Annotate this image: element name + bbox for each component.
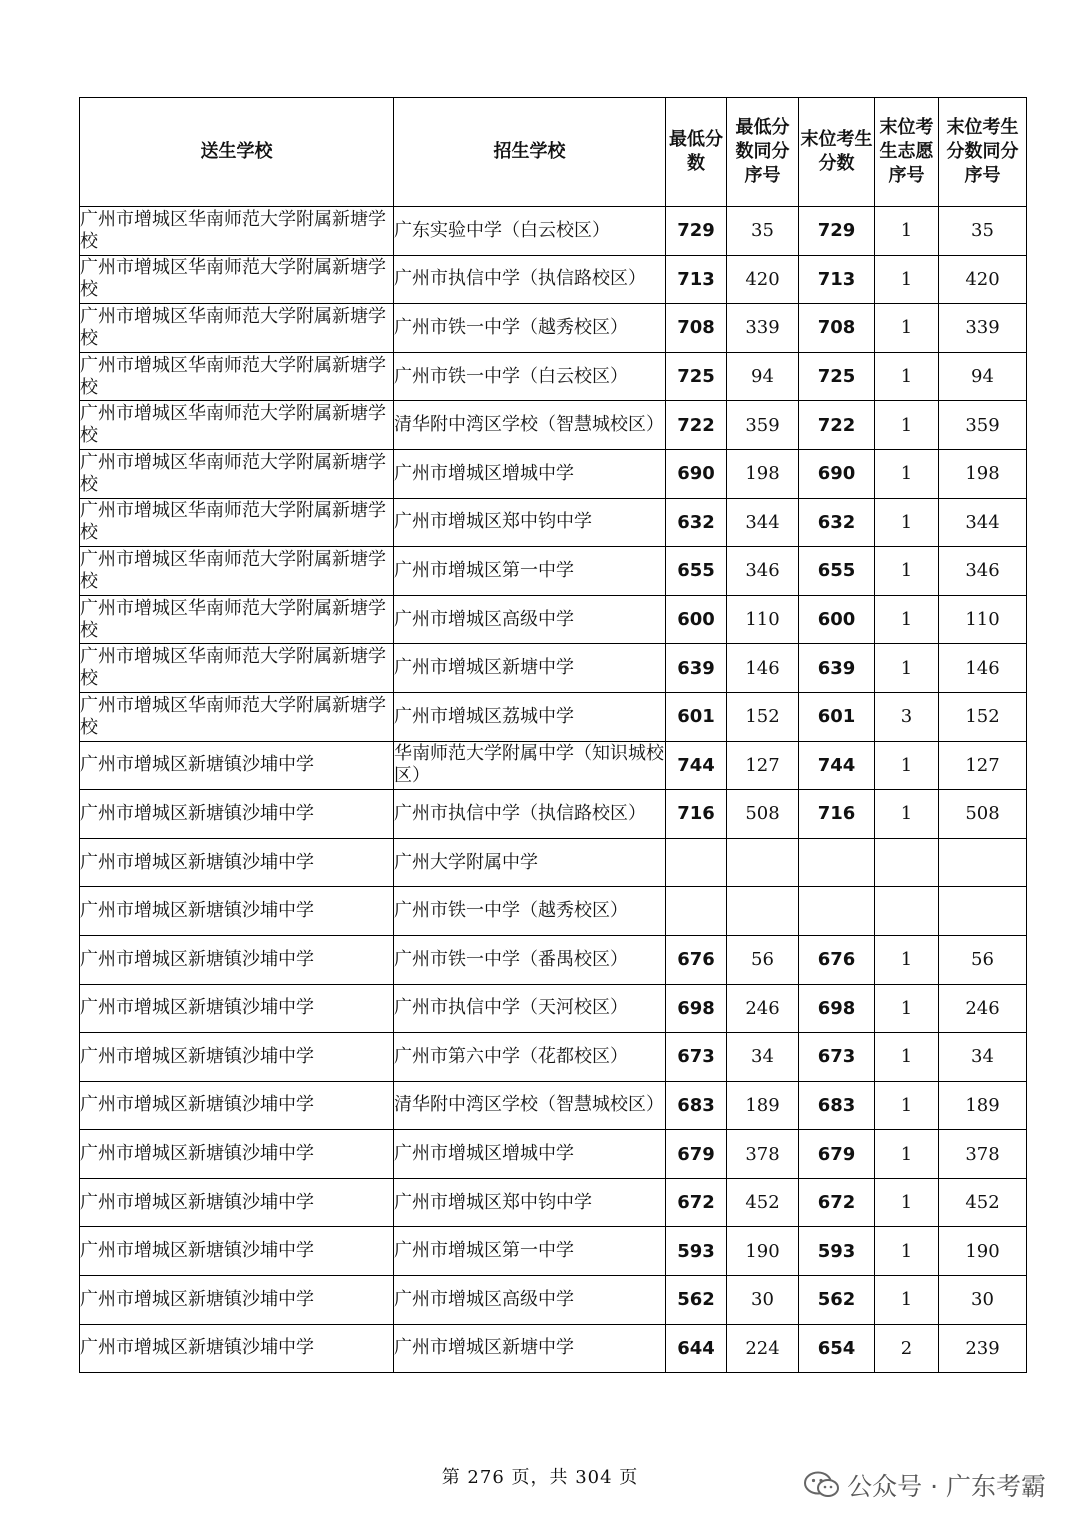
sending-school-cell: 广州市增城区华南师范大学附属新塘学校 [80,692,394,741]
table-row [80,1276,1027,1325]
last-tie-rank-cell [939,838,1027,887]
last-score-cell [799,838,875,887]
min-score-tie-rank-cell: 189 [727,1081,799,1130]
last-tie-rank-cell: 127 [939,741,1027,790]
last-score-cell: 744 [799,741,875,790]
min-score-cell: 632 [666,498,727,547]
sending-school-cell: 广州市增城区新塘镇沙埔中学 [80,790,394,839]
min-score-cell: 690 [666,449,727,498]
last-tie-rank-cell: 34 [939,1033,1027,1082]
sending-school-cell: 广州市增城区华南师范大学附属新塘学校 [80,449,394,498]
choice-order-cell: 1 [875,207,939,256]
page-number: 第 276 页，共 304 页 [441,1467,639,1488]
min-score-cell: 600 [666,595,727,644]
admitting-school-cell: 广州市增城区高级中学 [394,595,666,644]
last-tie-rank-cell: 56 [939,935,1027,984]
admitting-school-cell: 清华附中湾区学校（智慧城校区） [394,1081,666,1130]
min-score-cell: 713 [666,255,727,304]
min-score-tie-rank-cell: 146 [727,644,799,693]
admitting-school-cell: 广州市铁一中学（越秀校区） [394,887,666,936]
sending-school-cell: 广州市增城区新塘镇沙埔中学 [80,1324,394,1373]
choice-order-cell: 1 [875,304,939,353]
admitting-school-cell: 广州市增城区高级中学 [394,1276,666,1325]
admitting-school-cell: 广州市执信中学（执信路校区） [394,255,666,304]
min-score-tie-rank-cell: 224 [727,1324,799,1373]
last-score-cell: 722 [799,401,875,450]
min-score-tie-rank-cell: 359 [727,401,799,450]
choice-order-cell: 1 [875,547,939,596]
min-score-tie-rank-cell: 190 [727,1227,799,1276]
sending-school-cell: 广州市增城区华南师范大学附属新塘学校 [80,644,394,693]
min-score-tie-rank-cell: 246 [727,984,799,1033]
choice-order-cell: 1 [875,352,939,401]
last-tie-rank-cell: 346 [939,547,1027,596]
last-tie-rank-cell: 190 [939,1227,1027,1276]
admitting-school-cell: 广州市铁一中学（越秀校区） [394,304,666,353]
sending-school-cell: 广州市增城区华南师范大学附属新塘学校 [80,352,394,401]
admitting-school-cell: 广州市铁一中学（白云校区） [394,352,666,401]
header-sending-school: 送生学校 [80,98,394,207]
sending-school-cell: 广州市增城区新塘镇沙埔中学 [80,1227,394,1276]
min-score-tie-rank-cell: 34 [727,1033,799,1082]
sending-school-cell: 广州市增城区新塘镇沙埔中学 [80,984,394,1033]
admitting-school-cell: 广州市第六中学（花都校区） [394,1033,666,1082]
header-min-score: 最低分数 [666,98,727,207]
admitting-school-cell: 广州市增城区荔城中学 [394,692,666,741]
choice-order-cell: 2 [875,1324,939,1373]
table-row [80,1178,1027,1227]
sending-school-cell: 广州市增城区华南师范大学附属新塘学校 [80,304,394,353]
last-tie-rank-cell: 452 [939,1178,1027,1227]
sending-school-cell: 广州市增城区华南师范大学附属新塘学校 [80,498,394,547]
min-score-tie-rank-cell: 30 [727,1276,799,1325]
sending-school-cell: 广州市增城区华南师范大学附属新塘学校 [80,595,394,644]
table-row [80,935,1027,984]
min-score-tie-rank-cell: 378 [727,1130,799,1179]
last-tie-rank-cell: 110 [939,595,1027,644]
min-score-cell [666,838,727,887]
min-score-cell: 676 [666,935,727,984]
table-row [80,352,1027,401]
table-row [80,984,1027,1033]
last-score-cell: 632 [799,498,875,547]
min-score-tie-rank-cell: 56 [727,935,799,984]
last-score-cell: 679 [799,1130,875,1179]
choice-order-cell: 1 [875,255,939,304]
min-score-tie-rank-cell: 198 [727,449,799,498]
table-row [80,401,1027,450]
min-score-cell: 672 [666,1178,727,1227]
admitting-school-cell: 广州市增城区增城中学 [394,449,666,498]
watermark-text: 公众号 · 广东考霸 [847,1472,1046,1501]
choice-order-cell: 1 [875,741,939,790]
admitting-school-cell: 广州市增城区新塘中学 [394,1324,666,1373]
admitting-school-cell: 广州市执信中学（天河校区） [394,984,666,1033]
sending-school-cell: 广州市增城区华南师范大学附属新塘学校 [80,255,394,304]
table-row [80,887,1027,936]
sending-school-cell: 广州市增城区新塘镇沙埔中学 [80,1178,394,1227]
min-score-cell: 655 [666,547,727,596]
min-score-tie-rank-cell: 94 [727,352,799,401]
admitting-school-cell: 广州市增城区第一中学 [394,547,666,596]
sending-school-cell: 广州市增城区华南师范大学附属新塘学校 [80,207,394,256]
choice-order-cell: 1 [875,935,939,984]
header-last-student-score: 末位考生分数 [799,98,875,207]
choice-order-cell: 1 [875,1178,939,1227]
wechat-icon [803,1470,841,1500]
choice-order-cell: 1 [875,790,939,839]
min-score-cell: 644 [666,1324,727,1373]
table-row [80,1324,1027,1373]
last-tie-rank-cell: 344 [939,498,1027,547]
choice-order-cell: 1 [875,1130,939,1179]
sending-school-cell: 广州市增城区华南师范大学附属新塘学校 [80,401,394,450]
last-tie-rank-cell: 146 [939,644,1027,693]
header-last-student-tie-rank: 末位考生分数同分序号 [939,98,1027,207]
choice-order-cell [875,838,939,887]
choice-order-cell [875,887,939,936]
min-score-tie-rank-cell: 420 [727,255,799,304]
min-score-tie-rank-cell: 339 [727,304,799,353]
min-score-cell: 722 [666,401,727,450]
choice-order-cell: 1 [875,595,939,644]
table-row [80,595,1027,644]
table-row [80,547,1027,596]
admitting-school-cell: 广州市执信中学（执信路校区） [394,790,666,839]
min-score-tie-rank-cell: 35 [727,207,799,256]
min-score-tie-rank-cell: 346 [727,547,799,596]
last-score-cell: 639 [799,644,875,693]
last-score-cell: 600 [799,595,875,644]
last-tie-rank-cell: 508 [939,790,1027,839]
last-score-cell: 601 [799,692,875,741]
table-header-row [80,98,1027,207]
last-score-cell: 716 [799,790,875,839]
min-score-cell: 562 [666,1276,727,1325]
admitting-school-cell: 清华附中湾区学校（智慧城校区） [394,401,666,450]
min-score-cell: 698 [666,984,727,1033]
last-score-cell: 708 [799,304,875,353]
last-score-cell: 683 [799,1081,875,1130]
table-row [80,692,1027,741]
header-min-score-tie-rank: 最低分数同分序号 [727,98,799,207]
table-row [80,790,1027,839]
table-row [80,1130,1027,1179]
header-last-student-choice-order: 末位考生志愿序号 [875,98,939,207]
last-score-cell: 654 [799,1324,875,1373]
sending-school-cell: 广州市增城区新塘镇沙埔中学 [80,1130,394,1179]
sending-school-cell: 广州市增城区新塘镇沙埔中学 [80,1033,394,1082]
table-row [80,304,1027,353]
min-score-tie-rank-cell: 127 [727,741,799,790]
last-tie-rank-cell: 94 [939,352,1027,401]
last-score-cell [799,887,875,936]
last-score-cell: 729 [799,207,875,256]
table-row [80,1081,1027,1130]
admitting-school-cell: 广州市增城区郑中钧中学 [394,498,666,547]
sending-school-cell: 广州市增城区新塘镇沙埔中学 [80,1276,394,1325]
sending-school-cell: 广州市增城区新塘镇沙埔中学 [80,741,394,790]
min-score-cell: 679 [666,1130,727,1179]
choice-order-cell: 1 [875,401,939,450]
last-tie-rank-cell: 198 [939,449,1027,498]
last-score-cell: 593 [799,1227,875,1276]
sending-school-cell: 广州市增城区新塘镇沙埔中学 [80,887,394,936]
table-row [80,255,1027,304]
admitting-school-cell: 华南师范大学附属中学（知识城校区） [394,741,666,790]
min-score-tie-rank-cell [727,887,799,936]
min-score-cell [666,887,727,936]
min-score-tie-rank-cell: 344 [727,498,799,547]
admitting-school-cell: 广州大学附属中学 [394,838,666,887]
header-admitting-school: 招生学校 [394,98,666,207]
choice-order-cell: 1 [875,1081,939,1130]
last-score-cell: 713 [799,255,875,304]
admitting-school-cell: 广州市增城区第一中学 [394,1227,666,1276]
min-score-cell: 725 [666,352,727,401]
last-score-cell: 562 [799,1276,875,1325]
min-score-cell: 593 [666,1227,727,1276]
table-row [80,741,1027,790]
table-row [80,838,1027,887]
last-tie-rank-cell: 189 [939,1081,1027,1130]
last-tie-rank-cell: 246 [939,984,1027,1033]
table-row [80,498,1027,547]
min-score-cell: 729 [666,207,727,256]
last-tie-rank-cell: 35 [939,207,1027,256]
admitting-school-cell: 广州市增城区增城中学 [394,1130,666,1179]
last-tie-rank-cell: 339 [939,304,1027,353]
last-tie-rank-cell: 30 [939,1276,1027,1325]
last-score-cell: 698 [799,984,875,1033]
sending-school-cell: 广州市增城区新塘镇沙埔中学 [80,838,394,887]
min-score-cell: 601 [666,692,727,741]
choice-order-cell: 1 [875,449,939,498]
min-score-cell: 683 [666,1081,727,1130]
choice-order-cell: 1 [875,644,939,693]
last-tie-rank-cell: 152 [939,692,1027,741]
admitting-school-cell: 广州市增城区新塘中学 [394,644,666,693]
min-score-tie-rank-cell [727,838,799,887]
last-tie-rank-cell: 359 [939,401,1027,450]
choice-order-cell: 3 [875,692,939,741]
last-tie-rank-cell: 239 [939,1324,1027,1373]
last-score-cell: 655 [799,547,875,596]
last-score-cell: 690 [799,449,875,498]
choice-order-cell: 1 [875,984,939,1033]
min-score-tie-rank-cell: 452 [727,1178,799,1227]
last-score-cell: 676 [799,935,875,984]
min-score-cell: 716 [666,790,727,839]
choice-order-cell: 1 [875,498,939,547]
table-row [80,1227,1027,1276]
last-score-cell: 725 [799,352,875,401]
min-score-tie-rank-cell: 508 [727,790,799,839]
watermark [803,1467,1046,1503]
last-score-cell: 672 [799,1178,875,1227]
last-tie-rank-cell: 378 [939,1130,1027,1179]
table-row [80,644,1027,693]
sending-school-cell: 广州市增城区华南师范大学附属新塘学校 [80,547,394,596]
sending-school-cell: 广州市增城区新塘镇沙埔中学 [80,1081,394,1130]
choice-order-cell: 1 [875,1033,939,1082]
last-score-cell: 673 [799,1033,875,1082]
min-score-cell: 708 [666,304,727,353]
admitting-school-cell: 广州市增城区郑中钧中学 [394,1178,666,1227]
sending-school-cell: 广州市增城区新塘镇沙埔中学 [80,935,394,984]
min-score-cell: 744 [666,741,727,790]
table-row [80,449,1027,498]
table-row [80,207,1027,256]
admitting-school-cell: 广州市铁一中学（番禺校区） [394,935,666,984]
choice-order-cell: 1 [875,1276,939,1325]
last-tie-rank-cell [939,887,1027,936]
min-score-tie-rank-cell: 110 [727,595,799,644]
table-body [80,207,1027,1373]
last-tie-rank-cell: 420 [939,255,1027,304]
min-score-tie-rank-cell: 152 [727,692,799,741]
admitting-school-cell: 广东实验中学（白云校区） [394,207,666,256]
min-score-cell: 639 [666,644,727,693]
min-score-cell: 673 [666,1033,727,1082]
table-row [80,1033,1027,1082]
admission-score-table [79,97,1027,1373]
choice-order-cell: 1 [875,1227,939,1276]
